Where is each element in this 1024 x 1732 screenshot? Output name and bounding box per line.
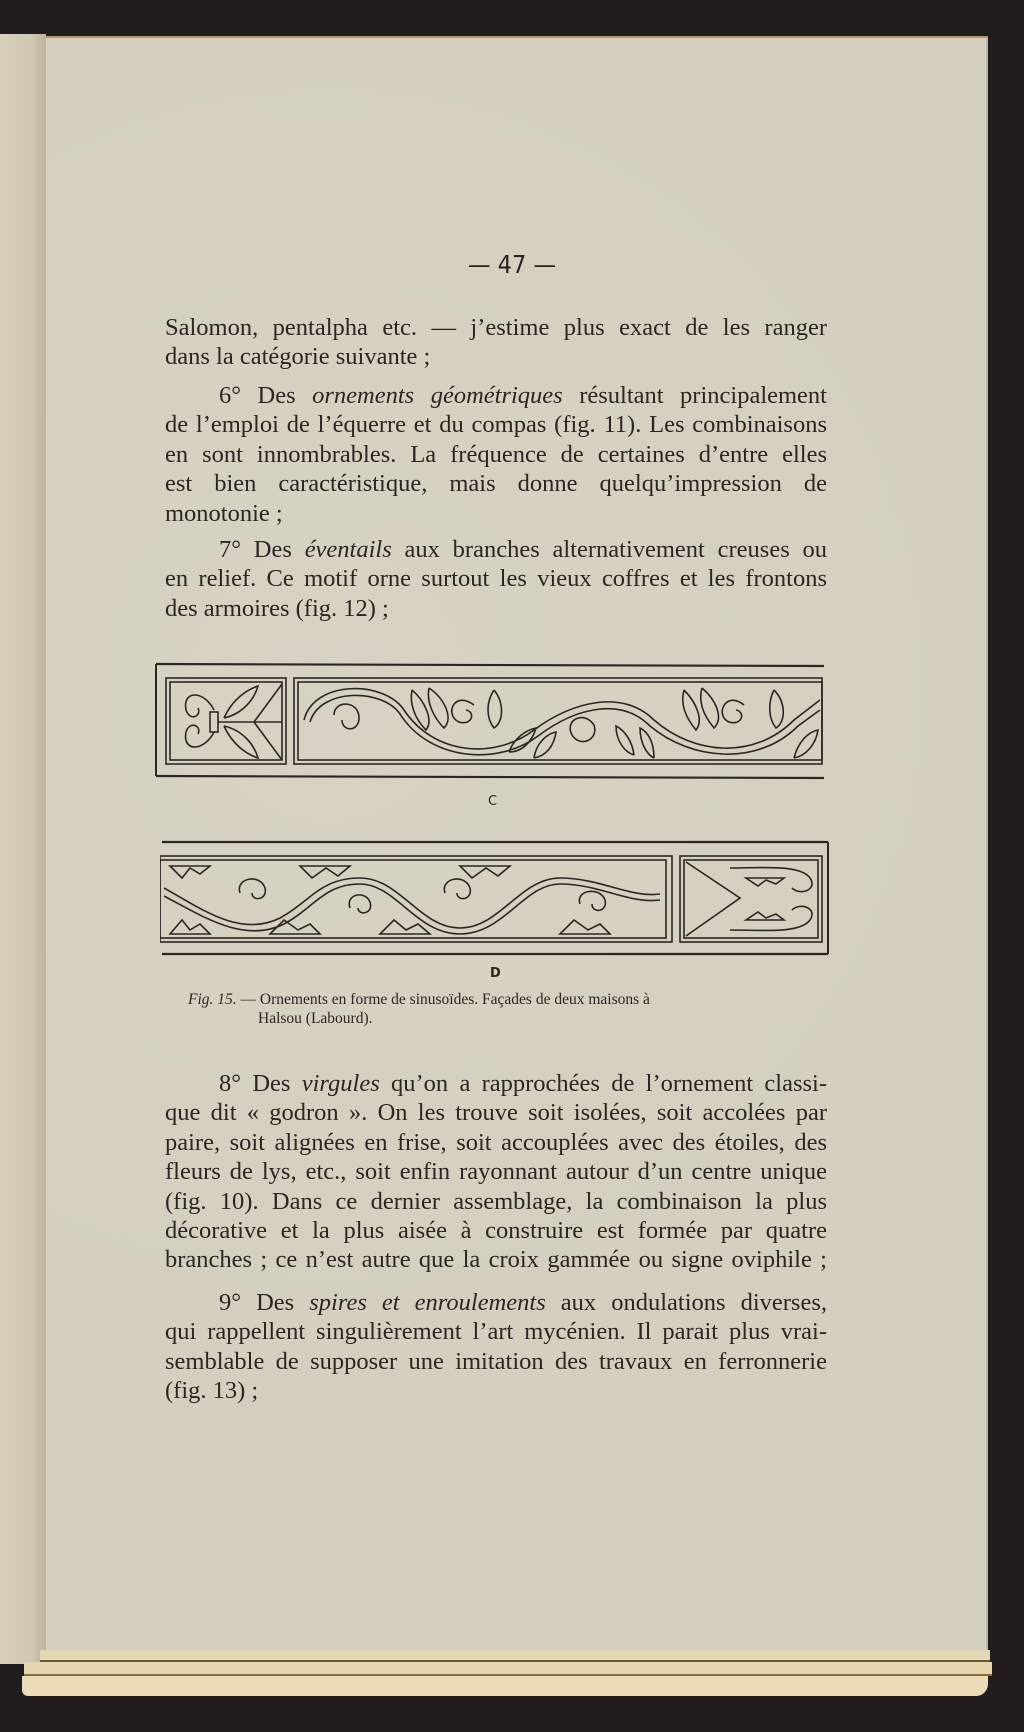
- text-line: de l’emploi de l’équerre et du compas (fig. 11). Les combinaisons: [165, 411, 827, 439]
- text-line: des armoires (fig. 12) ;: [165, 594, 389, 622]
- emphasis: spires et enroulements: [309, 1289, 546, 1316]
- emphasis: éventails: [304, 536, 392, 563]
- paragraph-6: [165, 381, 827, 528]
- figure-c-ornament: [154, 660, 826, 782]
- caption-text: — Ornements en forme de sinusoïdes. Façades de deux maisons à: [236, 991, 650, 1008]
- caption-fig-number: Fig. 15.: [188, 991, 237, 1008]
- figure-d-ornament: [160, 838, 832, 960]
- caption-line: [188, 991, 650, 1008]
- figure-label-c: C: [488, 794, 498, 809]
- page-stack-edge: [40, 1650, 990, 1662]
- text-line: qui rappellent singulièrement l’art mycénien. Il parait plus vrai-: [165, 1318, 827, 1346]
- paragraph-7: [165, 535, 827, 623]
- paragraph-continued: [165, 313, 827, 372]
- text-line: en sont innombrables. La fréquence de certaines d’entre elles: [165, 440, 827, 468]
- text-line: en relief. Ce motif orne surtout les vieux coffres et les frontons: [165, 565, 827, 593]
- text-line: (fig. 10). Dans ce dernier assemblage, la combinaison la plus: [165, 1187, 827, 1215]
- text-line: [165, 535, 827, 564]
- text-fragment: résultant principalement: [562, 382, 827, 409]
- figure-caption: [188, 990, 808, 1028]
- emphasis: ornements géométriques: [312, 382, 563, 409]
- text-fragment: aux ondulations diverses,: [545, 1289, 827, 1316]
- emphasis: virgules: [301, 1070, 380, 1097]
- text-line: Salomon, pentalpha etc. — j’estime plus exact de les ranger: [165, 314, 827, 341]
- text-line: dans la catégorie suivante ;: [165, 343, 431, 371]
- item-number: 8° Des: [219, 1070, 302, 1097]
- text-line: [165, 381, 827, 410]
- text-line: [165, 1288, 827, 1317]
- text-line: fleurs de lys, etc., soit enfin rayonnant autour d’un centre unique: [165, 1158, 827, 1186]
- text-line: monotonie ;: [165, 499, 283, 527]
- caption-line: Halsou (Labourd).: [258, 1010, 373, 1027]
- item-number: 9° Des: [219, 1289, 310, 1316]
- paragraph-8: [165, 1069, 827, 1275]
- text-line: que dit « godron ». On les trouve soit isolées, soit accolées par: [165, 1099, 827, 1127]
- item-number: 6° Des: [219, 382, 313, 409]
- figure-label-d: D: [490, 966, 501, 981]
- text-line: branches ; ce n’est autre que la croix gammée ou signe oviphile ;: [165, 1246, 827, 1274]
- item-number: 7° Des: [219, 536, 305, 563]
- text-fragment: qu’on a rapprochées de l’ornement classi-: [379, 1070, 827, 1097]
- text-line: est bien caractéristique, mais donne quelqu’impression de: [165, 470, 827, 498]
- page-stack-edge: [22, 1676, 988, 1696]
- text-fragment: aux branches alternativement creuses ou: [391, 536, 827, 563]
- page-stack-edge: [24, 1662, 992, 1676]
- text-line: (fig. 13) ;: [165, 1377, 259, 1405]
- text-line: paire, soit alignées en frise, soit accouplées avec des étoiles, des: [165, 1128, 827, 1156]
- text-line: décorative et la plus aisée à construire est formée par quatre: [165, 1217, 827, 1245]
- page-number: — 47 —: [468, 250, 556, 279]
- text-line: semblable de supposer une imitation des travaux en ferronnerie: [165, 1347, 827, 1375]
- paragraph-9: [165, 1288, 827, 1406]
- text-line: [165, 1069, 827, 1098]
